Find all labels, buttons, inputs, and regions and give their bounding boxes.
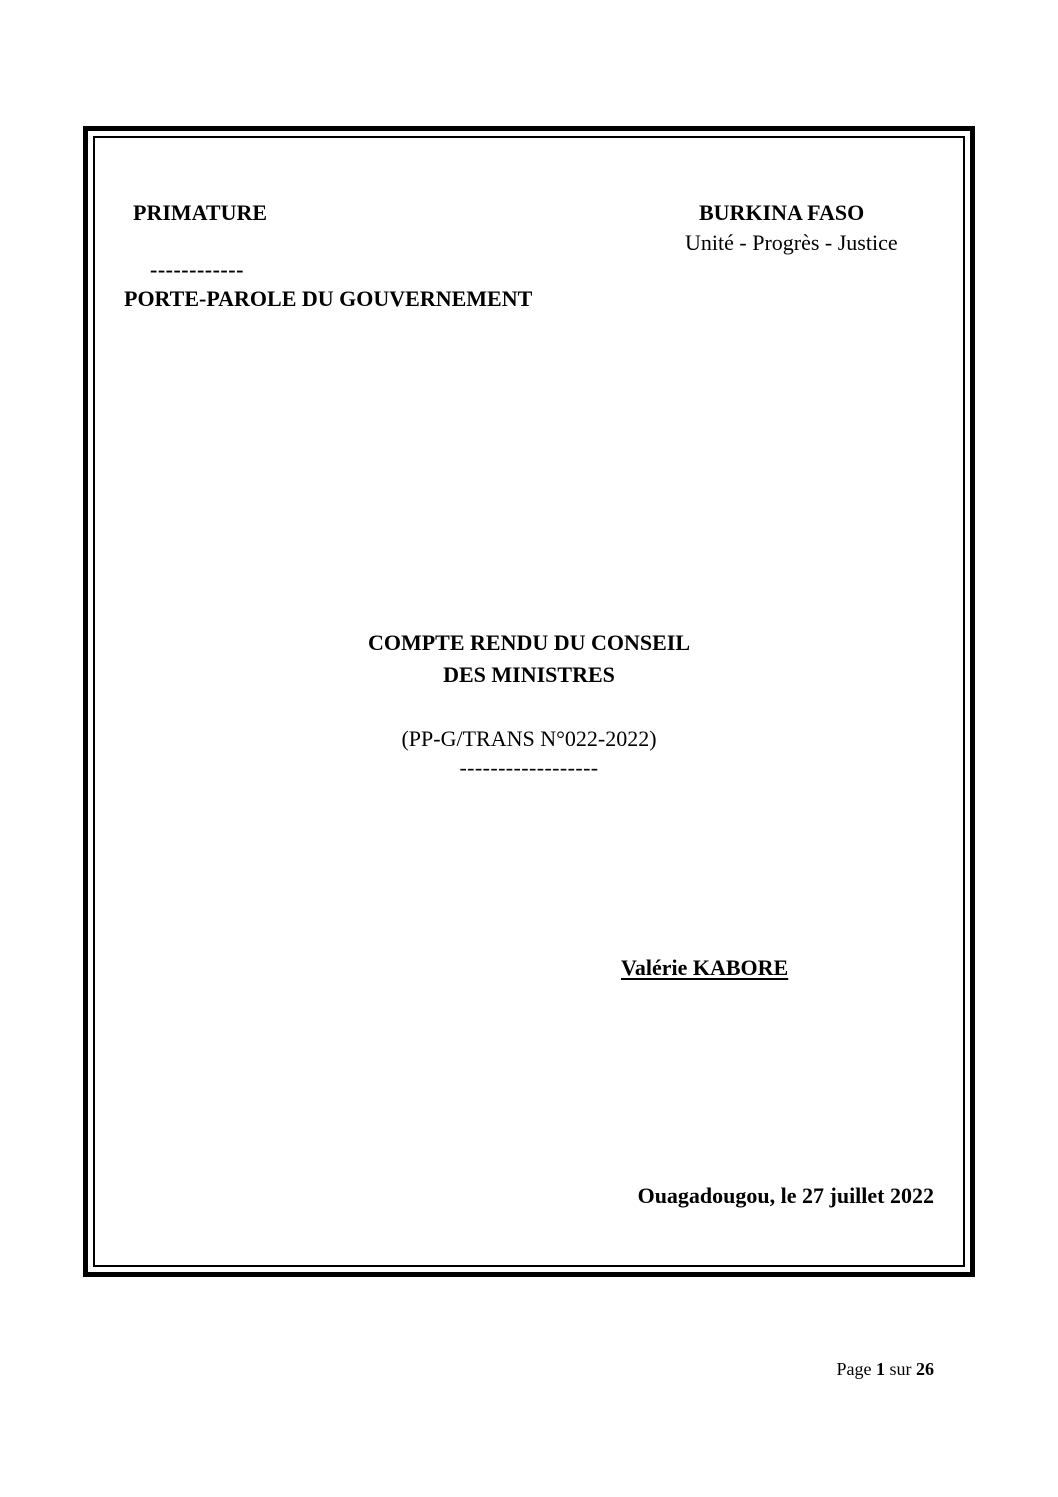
institution-name: PRIMATURE xyxy=(133,200,268,225)
place-and-date: Ouagadougou, le 27 juillet 2022 xyxy=(637,1183,934,1208)
page-total: 26 xyxy=(916,1359,934,1379)
document-title-line-2: DES MINISTRES xyxy=(443,662,615,687)
header-separator: ------------ xyxy=(150,257,244,282)
country-name: BURKINA FASO xyxy=(699,200,865,225)
department-name: PORTE-PAROLE DU GOUVERNEMENT xyxy=(124,286,533,311)
of-word: sur xyxy=(889,1359,912,1379)
national-motto: Unité - Progrès - Justice xyxy=(685,230,898,255)
signatory-name: Valérie KABORE xyxy=(621,955,789,980)
page-number xyxy=(837,1358,935,1380)
page-current: 1 xyxy=(876,1359,885,1379)
document-title-line-1: COMPTE RENDU DU CONSEIL xyxy=(367,630,691,655)
document-reference: (PP-G/TRANS N°022-2022) xyxy=(401,726,657,751)
reference-separator: ------------------ xyxy=(459,755,599,780)
page-word: Page xyxy=(836,1359,872,1379)
